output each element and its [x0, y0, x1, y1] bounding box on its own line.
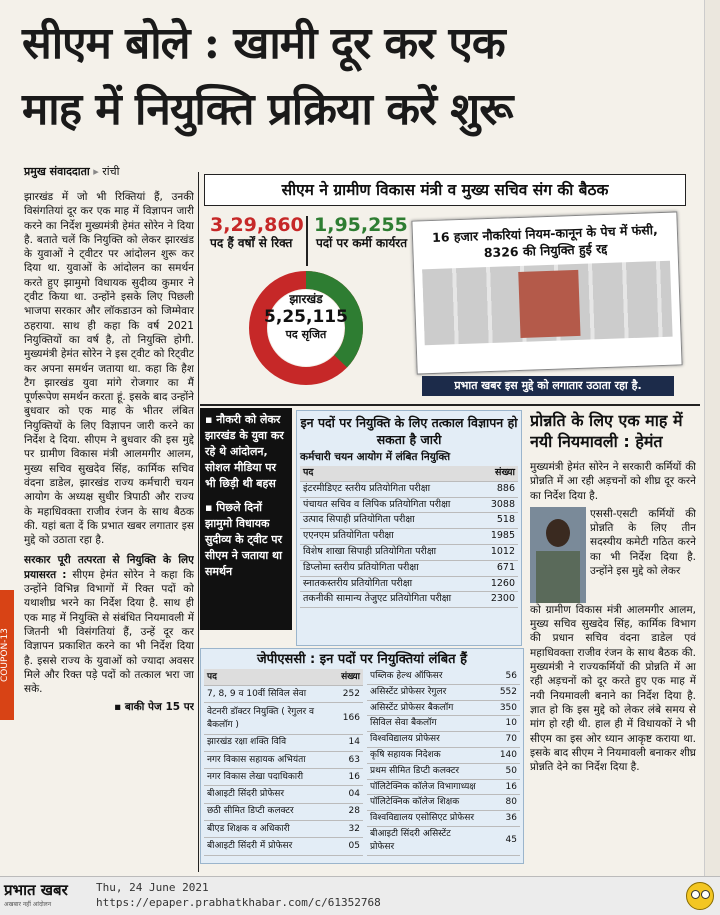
footer-info: [96, 880, 381, 910]
headline-line-1: सीएम बोले : खामी दूर कर एक: [22, 18, 505, 69]
row-label: पॉलिटेक्निक कॉलेज विभागाध्यक्ष: [367, 779, 480, 795]
left-story-para-1: झारखंड में जो भी रिक्तियां हैं, उनकी विसंगतियां दूर कर एक माह में विज्ञापन जारी करने का निर्देश मुख्यमंत्री हेमंत सोरेन ने दिया है. बताते चलें कि नियुक्ति को लेकर झारखंड के युवाओं ने ट्वीटर पर आंदोलन शुरू कर दिया था. युवाओं के आंदोलन का समर्थन करते हुए झामुमो विधायक सुदीव्य कुमार ने ट्वीट किया था. उन्होंने इसके लिए पिछली भाजपा सरकार और लॉकडाउन को जिम्मेवार ठहराया. साथ ही कहा कि वर्ष 2021 नियुक्तियों का वर्ष है, तो नियुक्ति होगी. मुख्यमंत्री हेमंत सोरेन ने इस ट्वीट को रिट्वीट कर अपना समर्थन जताया था. कहा कि हैश टैग झारखंड युवा मांगे रोजगार का मैं पूर्णरूपेण समर्थन करता हूं. इसके बाद उन्होंने बुधवार को एक माह के भीतर लंबित नियुक्तियों के लिए विज्ञापन जारी करने का निर्देश दे दिया. सीएम ने बुधवार की इस मुद्दे पर ग्रामीण विकास मंत्री आलमगीर आलम, मुख्य सचिव सुखदेव सिंह, कार्मिक सचिव वंदना डाडेल, झारखंड राज्य कर्मचारी चयन आयोग के अध्यक्ष सुधीर त्रिपाठी और राज्य के महाधिवक्ता राजीव रंजन के साथ बैठक की. यहां बता दें कि प्रभात खबर लगातार इस मुद्दे को उठाता रहा है.: [24, 191, 194, 547]
table-row: [300, 497, 518, 513]
table-row: [300, 481, 518, 497]
promotion-story: [530, 410, 696, 870]
col-count: संख्या: [323, 669, 363, 686]
table-row: [300, 529, 518, 545]
logo-tagline: अखबार नहीं आंदोलन: [4, 901, 52, 908]
vacant-number: 3,29,860: [210, 214, 304, 236]
immediate-col-count: संख्या: [478, 466, 518, 481]
table-row: [204, 686, 363, 703]
table-row: [367, 669, 520, 684]
immediate-ads-box: [296, 410, 522, 646]
table-row: [204, 820, 363, 837]
row-count: 886: [478, 481, 518, 497]
meeting-banner: सीएम ने ग्रामीण विकास मंत्री व मुख्य सचिव संग की बैठक: [204, 174, 686, 206]
donut-total: 5,25,115: [264, 307, 348, 327]
column-divider: [198, 172, 199, 872]
hemant-photo: [530, 507, 586, 603]
table-row: [367, 716, 520, 732]
row-label: छठी सीमित डिप्टी कलक्टर: [204, 803, 323, 820]
left-story-subhead: सरकार पूरी तत्परता से नियुक्ति के लिए प्रयासरत :: [24, 554, 194, 581]
row-count: 32: [323, 820, 363, 837]
section-divider: [200, 404, 700, 406]
jpsc-tables: [204, 669, 520, 856]
donut-label: पद सृजित: [285, 328, 327, 341]
table-row: [204, 786, 363, 803]
jpsc-box: [200, 648, 524, 864]
row-label: असिस्टेंट प्रोफेसर बैकलॉग: [367, 700, 480, 716]
logo-text: प्रभात खबर: [4, 881, 68, 899]
table-row: [367, 747, 520, 763]
row-count: 14: [323, 734, 363, 751]
row-count: 1985: [478, 529, 518, 545]
row-label: बीएड शिक्षक व अधिकारी: [204, 820, 323, 837]
table-row: [367, 732, 520, 748]
headline-line-2: माह में नियुक्ति प्रक्रिया करें शुरू: [22, 84, 513, 135]
row-count: 45: [480, 826, 520, 855]
stat-divider: [306, 216, 308, 266]
row-label: विश्वविद्यालय प्रोफेसर: [367, 732, 480, 748]
side-note-1: ▪ नौकरी को लेकर झारखंड के युवा कर रहे थे आंदोलन, सोशल मीडिया पर भी छिड़ी थी बहस: [205, 413, 284, 490]
working-number: 1,95,255: [314, 214, 408, 236]
row-count: 1012: [478, 544, 518, 560]
row-label: डिप्लोमा स्तरीय प्रतियोगिता परीक्षा: [300, 560, 478, 576]
vacant-label: पद हैं वर्षों से रिक्त: [210, 236, 293, 250]
jpsc-right-table: [367, 669, 520, 856]
row-count: 28: [323, 803, 363, 820]
table-row: [300, 576, 518, 592]
byline: प्रमुख संवाददाता ▸ रांची: [24, 165, 120, 178]
promotion-para-2: को ग्रामीण विकास मंत्री आलमगीर आलम, मुख्य सचिव सुखदेव सिंह, कार्मिक विभाग की प्रधान सचिव वंदना डाडेल एवं महाधिवक्ता राजीव रंजन के साथ बैठक की. मुख्यमंत्री ने राज्यकर्मियों की प्रोन्नति में आ रही अड़चनों को दूर करते हुए एक माह में नयी नियमावली बनाने का निर्देश दिया है. ज्ञात हो कि इस मुद्दे को लेकर लंबे समय से मांग हो रही थी. हाल ही में विधायकों ने भी सीएम का इस ओर ध्यान आकृष्ट कराया था. इसके बाद सीएम ने नियमावली बनाकर शीघ्र प्रोन्नति देने का निर्देश दिया है.: [530, 603, 696, 774]
row-count: 36: [480, 811, 520, 827]
table-row: [367, 684, 520, 700]
table-row: [367, 763, 520, 779]
table-row: [300, 544, 518, 560]
side-notes-box: [200, 408, 292, 630]
working-label: पदों पर कर्मी कार्यरत: [315, 236, 408, 250]
table-row: [300, 560, 518, 576]
col-post: पद: [204, 669, 323, 686]
row-count: 1260: [478, 576, 518, 592]
row-count: 16: [323, 769, 363, 786]
table-row: [204, 751, 363, 768]
row-label: पंचायत सचिव व लिपिक प्रतियोगिता परीक्षा: [300, 497, 478, 513]
row-label: बीआइटी सिंदरी प्रोफेसर: [204, 786, 323, 803]
jpsc-title: जेपीएससी : इन पदों पर नियुक्तियां लंबित हैं: [256, 652, 468, 667]
table-row: [367, 795, 520, 811]
promotion-wrap-block: [530, 507, 696, 603]
row-count: 50: [480, 763, 520, 779]
row-count: 16: [480, 779, 520, 795]
row-label: कृषि सहायक निदेशक: [367, 747, 480, 763]
row-label: स्नातकस्तरीय प्रतियोगिता परीक्षा: [300, 576, 478, 592]
adjacent-page-edge: [704, 0, 720, 880]
clipping-headline: 16 हजार नौकरियां नियम-कानून के पेच में फंसी, 8326 की नियुक्ति हुई रद्द: [431, 222, 658, 261]
donut-text: [256, 290, 356, 342]
row-label: झारखंड रक्षा शक्ति विवि: [204, 734, 323, 751]
row-label: वेटनरी डॉक्टर नियुक्ति ( रेगुलर व बैकलॉग ): [204, 703, 323, 734]
table-row: [367, 700, 520, 716]
row-label: पब्लिक हेल्थ ऑफिसर: [367, 669, 480, 684]
row-label: विश्वविद्यालय एसोसिएट प्रोफेसर: [367, 811, 480, 827]
row-label: बीआइटी सिंदरी में प्रोफेसर: [204, 838, 323, 855]
left-story: [24, 190, 194, 870]
row-count: 3088: [478, 497, 518, 513]
row-label: 7, 8, 9 व 10वीं सिविल सेवा: [204, 686, 323, 703]
left-story-para-2: सीएम हेमंत सोरेन ने कहा कि उन्होंने विभिन्न विभागों में रिक्त पदों को यथाशीघ्र भरने का निर्देश दिया है. साथ ही एक माह में नियुक्ति से संबंधित नियमावली में जितनी भी विसंगतियां हैं, उन्हें दूर कर विज्ञापन प्रकाशित करने का भी निर्देश दिया है. इससे राज्य के युवाओं को ज्यादा अवसर मिले और रिक्त पड़े पदों को तत्काल भरा जा सके.: [24, 568, 194, 696]
jpsc-left-table: [204, 669, 363, 856]
photo-head: [546, 519, 570, 547]
table-row: [367, 811, 520, 827]
newspaper-clipping: [411, 211, 682, 374]
footer-date: Thu, 24 June 2021: [96, 881, 209, 894]
row-count: 252: [323, 686, 363, 703]
row-label: बीआइटी सिंदरी असिस्टेंट प्रोफेसर: [367, 826, 480, 855]
footer-logo: [4, 880, 90, 908]
clipping-photo-area: [422, 261, 673, 346]
table-row: [300, 592, 518, 608]
row-count: 05: [323, 838, 363, 855]
jpsc-left-header: [204, 669, 363, 686]
row-count: 63: [323, 751, 363, 768]
table-row: [204, 838, 363, 855]
side-note-2: ▪ पिछले दिनों झामुमो विधायक सुदीव्य के ट्वीट पर सीएम ने जताया था समर्थन: [205, 501, 283, 578]
working-stat: [314, 214, 409, 251]
row-count: 166: [323, 703, 363, 734]
row-label: विशेष शाखा सिपाही प्रतियोगिता परीक्षा: [300, 544, 478, 560]
promotion-para-wrap: एससी-एसटी कर्मियों की प्रोन्नति के लिए तीन सदस्यीय कमेटी गठित करने का भी निर्देश दिया है. उन्होंने इस मुद्दे को लेकर: [590, 507, 696, 578]
row-count: 56: [480, 669, 520, 684]
row-label: नगर विकास लेखा पदाधिकारी: [204, 769, 323, 786]
immediate-box-title: इन पदों पर नियुक्ति के लिए तत्काल विज्ञापन हो सकता है जारी: [300, 415, 518, 447]
footer-url[interactable]: https://epaper.prabhatkhabar.com/c/61352768: [96, 896, 381, 909]
immediate-box-subtitle: कर्मचारी चयन आयोग में लंबित नियुक्ति: [300, 451, 451, 463]
continued-note: ▪ बाकी पेज 15 पर: [114, 701, 194, 714]
immediate-table-header: [300, 466, 518, 481]
row-count: 04: [323, 786, 363, 803]
coupon-tag: COUPON-13: [0, 590, 14, 720]
vacant-stat: [210, 214, 305, 251]
table-row: [204, 769, 363, 786]
row-label: प्रथम सीमित डिप्टी कलक्टर: [367, 763, 480, 779]
promotion-title: प्रोन्नति के लिए एक माह में नयी नियमावली : हेमंत: [530, 411, 683, 451]
row-label: एएनएम प्रतियोगिता परीक्षा: [300, 529, 478, 545]
row-count: 671: [478, 560, 518, 576]
photo-body: [536, 551, 580, 603]
row-count: 518: [478, 513, 518, 529]
table-row: [367, 826, 520, 855]
table-row: [367, 779, 520, 795]
row-label: इंटरमीडिएट स्तरीय प्रतियोगिता परीक्षा: [300, 481, 478, 497]
row-count: 140: [480, 747, 520, 763]
owl-icon: [686, 882, 714, 910]
byline-city: रांची: [102, 165, 120, 178]
clipping-photo: [518, 270, 580, 338]
table-row: [204, 803, 363, 820]
row-label: पॉलिटेक्निक कॉलेज शिक्षक: [367, 795, 480, 811]
byline-author: प्रमुख संवाददाता: [24, 165, 90, 178]
row-count: 10: [480, 716, 520, 732]
row-label: नगर विकास सहायक अभियंता: [204, 751, 323, 768]
row-label: असिस्टेंट प्रोफेसर रेगुलर: [367, 684, 480, 700]
row-count: 2300: [478, 592, 518, 608]
row-count: 350: [480, 700, 520, 716]
table-row: [204, 703, 363, 734]
row-count: 552: [480, 684, 520, 700]
table-row: [204, 734, 363, 751]
row-label: तकनीकी सामान्य तेजुएट प्रतियोगिता परीक्षा: [300, 592, 478, 608]
clipping-caption: प्रभात खबर इस मुद्दे को लगातार उठाता रहा है.: [422, 376, 674, 396]
immediate-col-post: पद: [300, 466, 478, 481]
donut-title: झारखंड: [289, 292, 323, 306]
table-row: [300, 513, 518, 529]
row-count: 80: [480, 795, 520, 811]
promotion-para-1: मुख्यमंत्री हेमंत सोरेन ने सरकारी कर्मियों की प्रोन्नति में आ रही अड़चनों को शीघ्र दूर करने का निर्देश दिया है.: [530, 461, 696, 502]
row-count: 70: [480, 732, 520, 748]
row-label: उत्पाद सिपाही प्रतियोगिता परीक्षा: [300, 513, 478, 529]
row-label: सिविल सेवा बैकलॉग: [367, 716, 480, 732]
immediate-table: [300, 466, 518, 608]
